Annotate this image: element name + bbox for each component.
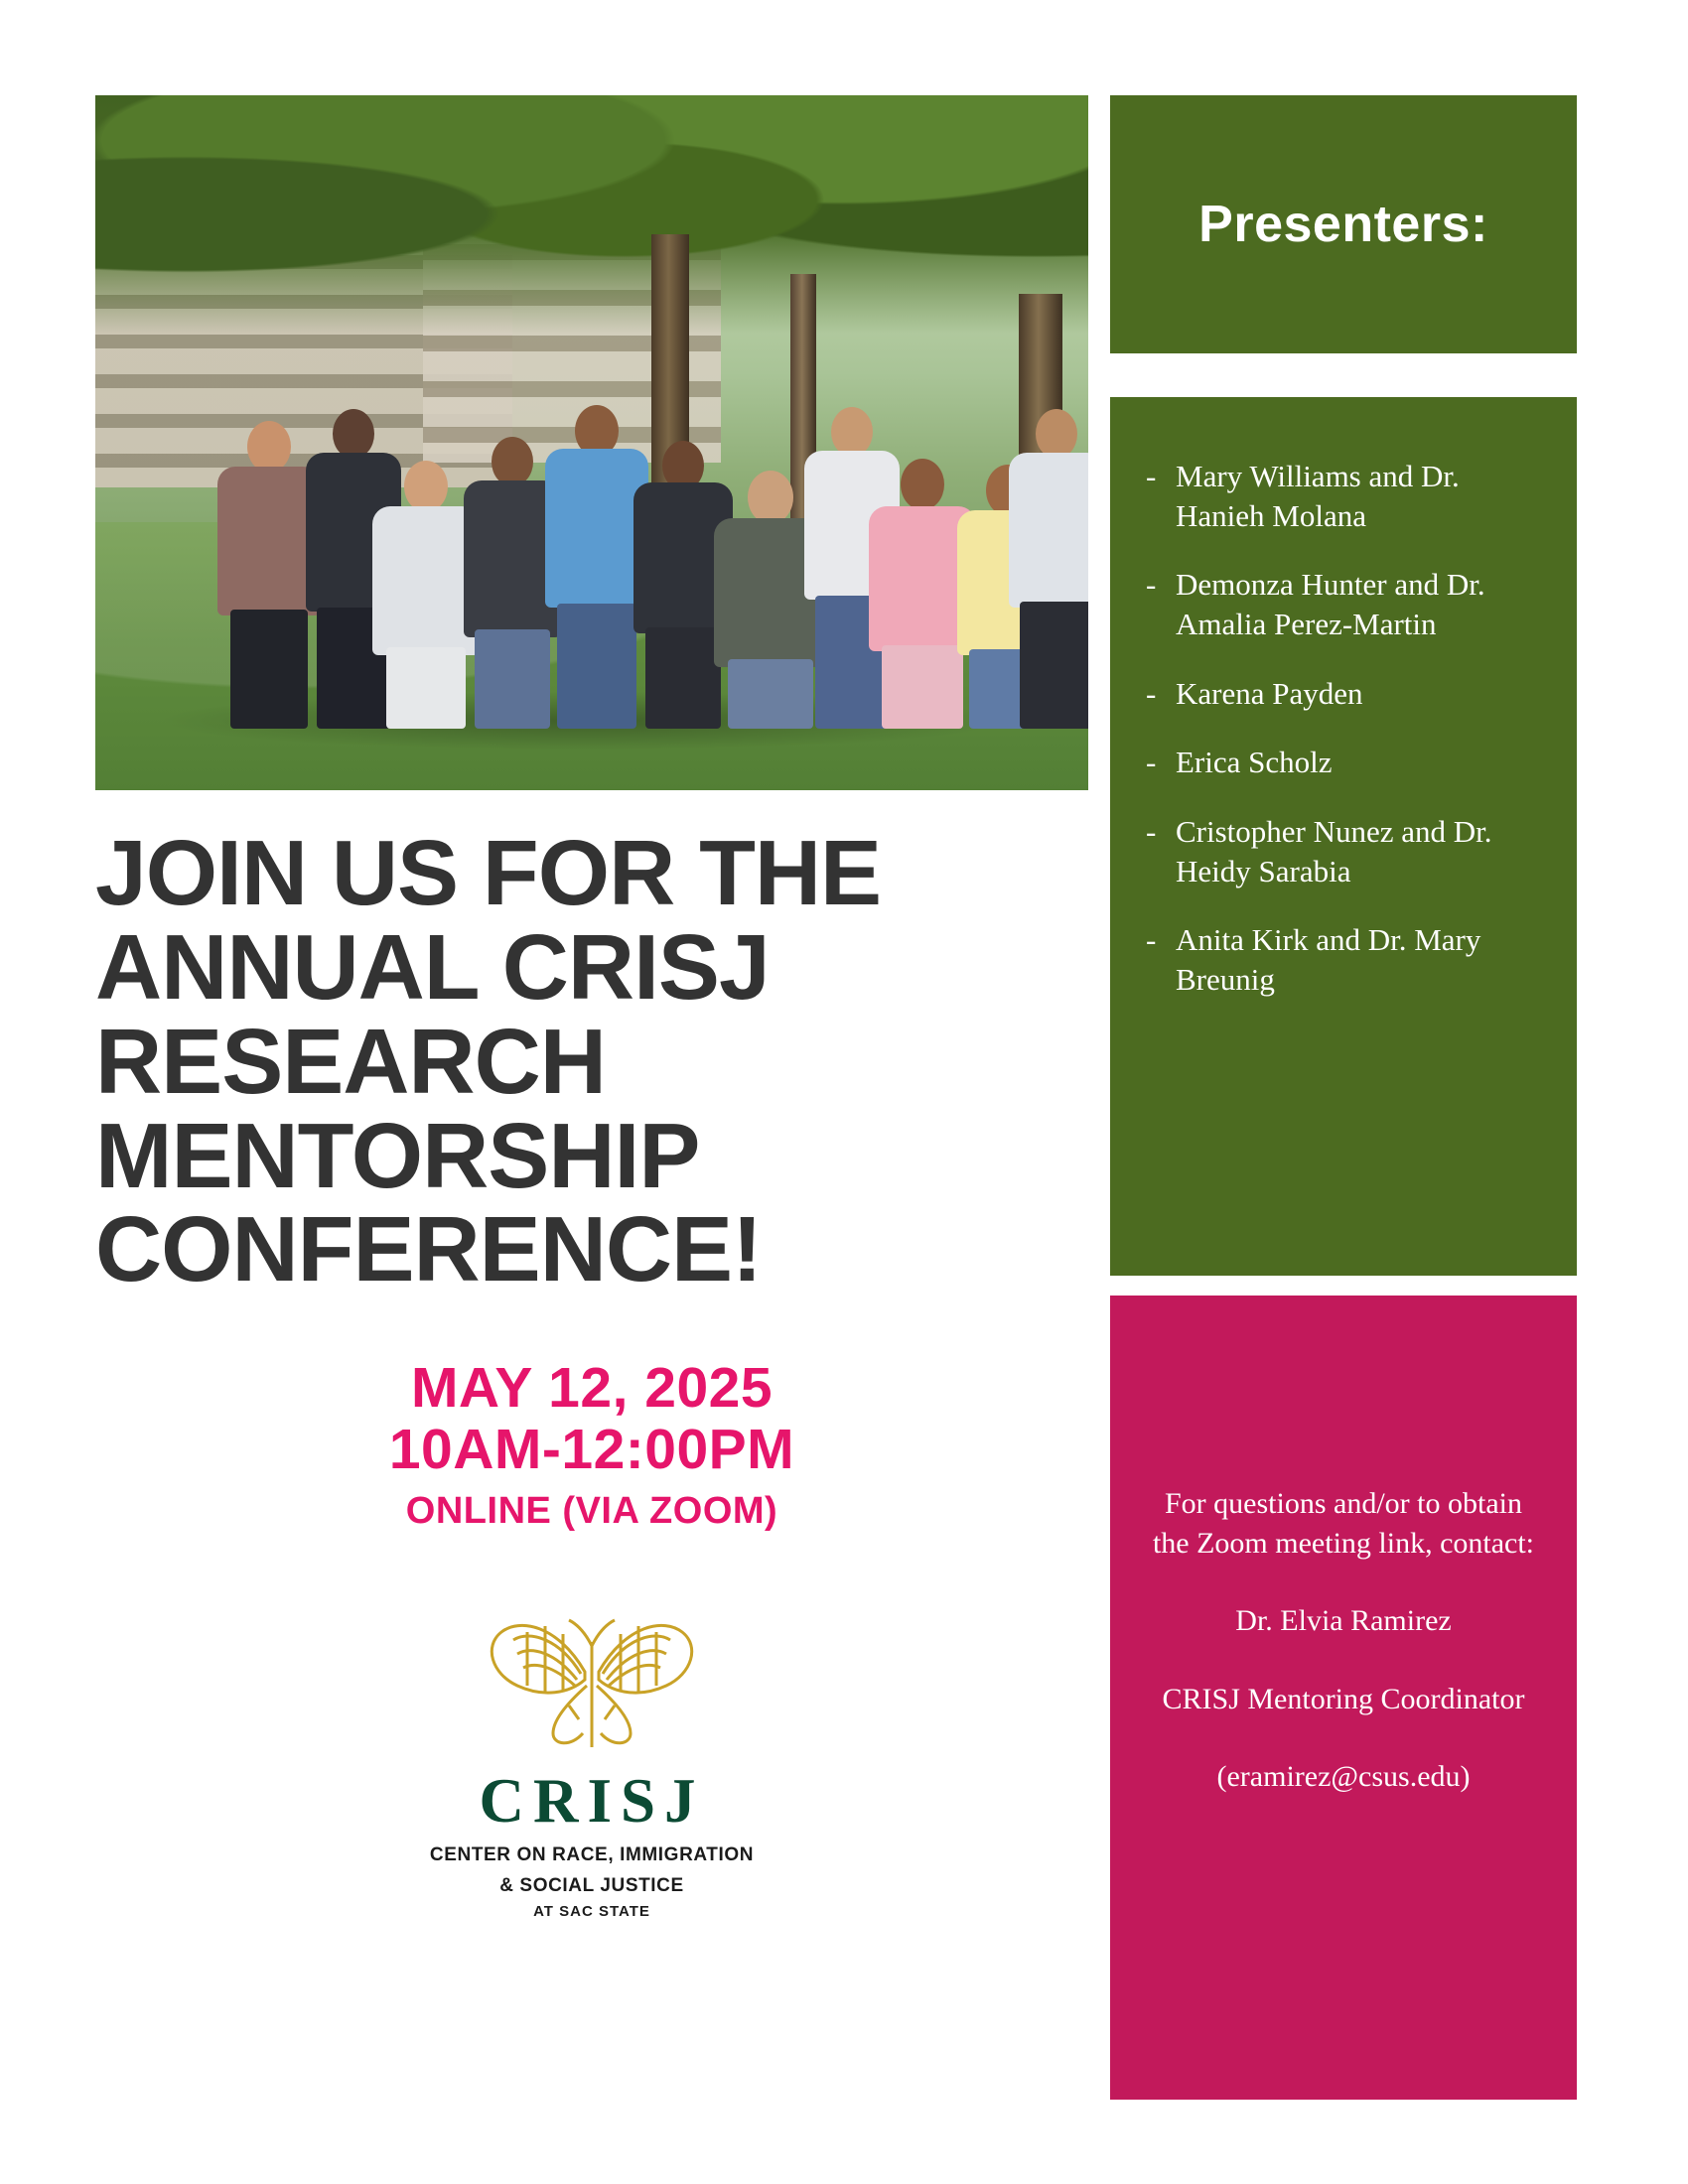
logo-subtitle-line2: & SOCIAL JUSTICE — [499, 1874, 684, 1896]
event-mode: ONLINE (VIA ZOOM) — [405, 1490, 778, 1533]
presenter-name: Demonza Hunter and Dr. Amalia Perez-Martin — [1176, 567, 1485, 642]
bullet-dash: - — [1146, 814, 1157, 850]
contact-email[interactable]: (eramirez@csus.edu) — [1216, 1759, 1471, 1793]
presenter-name: Cristopher Nunez and Dr. Heidy Sarabia — [1176, 814, 1492, 888]
butterfly-logo-icon — [458, 1602, 726, 1761]
list-item — [1146, 565, 1543, 643]
presenters-title-panel — [1110, 95, 1577, 353]
logo-subtitle-line3: AT SAC STATE — [533, 1903, 650, 1921]
contact-panel — [1110, 1296, 1577, 2100]
list-item — [1146, 812, 1543, 890]
photo-people-group — [95, 332, 1088, 729]
presenters-list-panel — [1110, 397, 1577, 1276]
contact-name: Dr. Elvia Ramirez — [1235, 1604, 1452, 1638]
logo-subtitle-line1: CENTER ON RACE, IMMIGRATION — [429, 1844, 755, 1866]
event-details — [95, 1358, 1088, 1533]
bullet-dash: - — [1146, 459, 1157, 493]
left-column — [95, 95, 1088, 1920]
event-date: MAY 12, 2025 — [410, 1356, 774, 1421]
photo-tree-canopy — [95, 95, 1088, 334]
page-title: JOIN US FOR THE ANNUAL CRISJ RESEARCH MENTORSHIP CONFERENCE! — [95, 821, 882, 1301]
logo-wordmark: CRISJ — [479, 1766, 705, 1837]
group-photo — [95, 95, 1088, 790]
bullet-dash: - — [1146, 745, 1157, 780]
presenter-name: Mary Williams and Dr. Hanieh Molana — [1176, 459, 1460, 533]
list-item — [1146, 457, 1543, 535]
event-time: 10AM-12:00PM — [388, 1417, 795, 1481]
contact-intro: For questions and/or to obtain the Zoom meeting link, contact: — [1152, 1487, 1535, 1561]
presenters-heading: Presenters: — [1198, 196, 1488, 253]
bullet-dash: - — [1146, 675, 1157, 711]
crisj-logo — [95, 1602, 1088, 1920]
list-item — [1146, 743, 1543, 782]
list-item — [1146, 674, 1543, 714]
person — [1007, 423, 1088, 729]
bullet-dash: - — [1146, 922, 1157, 958]
list-item — [1146, 920, 1543, 999]
presenter-name: Karena Payden — [1176, 675, 1363, 711]
presenter-name: Erica Scholz — [1176, 745, 1333, 780]
bullet-dash: - — [1146, 567, 1157, 603]
contact-role: CRISJ Mentoring Coordinator — [1162, 1682, 1525, 1715]
presenter-name: Anita Kirk and Dr. Mary Breunig — [1176, 922, 1481, 998]
